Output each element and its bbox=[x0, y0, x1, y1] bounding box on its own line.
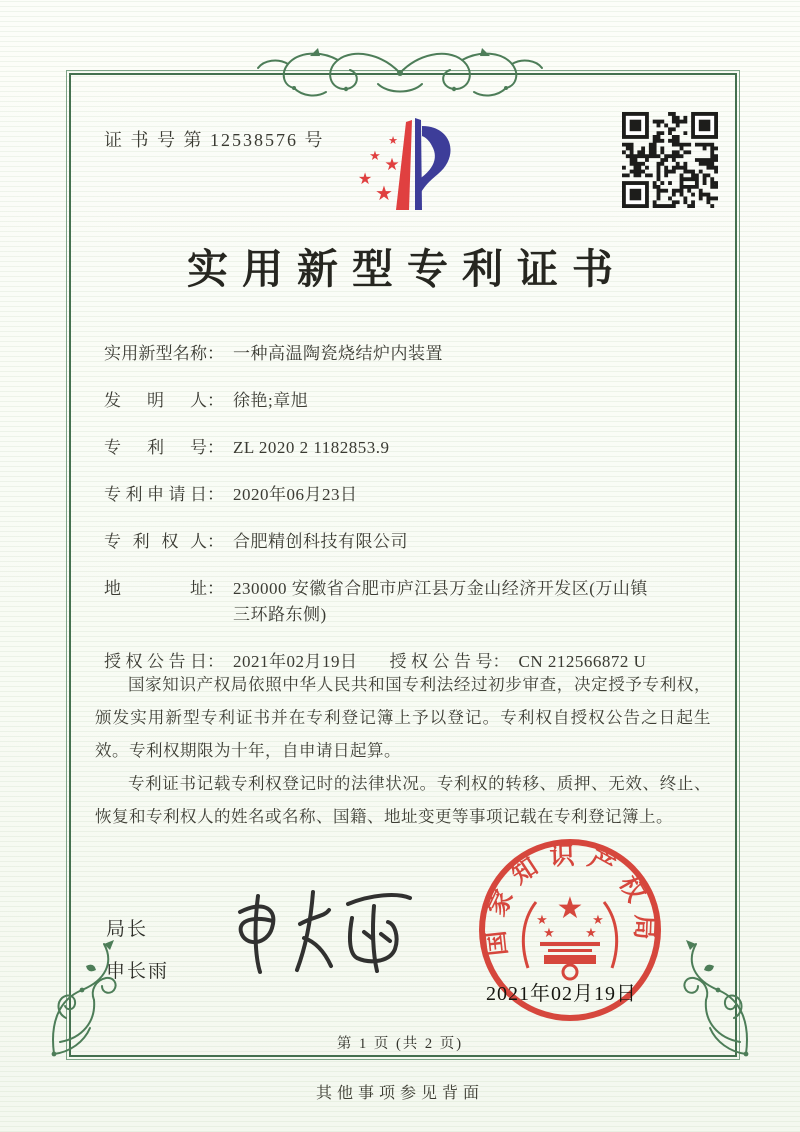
svg-text:★: ★ bbox=[388, 135, 398, 147]
back-note: 其他事项参见背面 bbox=[315, 1085, 484, 1102]
svg-text:★: ★ bbox=[369, 148, 381, 163]
certificate-title: 实用新型专利证书 bbox=[187, 246, 627, 292]
field-label: 发明人 bbox=[104, 391, 207, 410]
field-row-patent-no: 专利号 ： ZL 2020 2 1182853.9 bbox=[104, 435, 664, 461]
field-list bbox=[104, 341, 664, 696]
field-row-inventor: 发明人 ： 徐艳;章旭 bbox=[104, 388, 664, 414]
director-name: 申长雨 bbox=[106, 961, 170, 982]
field-label: 专利号 bbox=[104, 438, 207, 457]
svg-text:★: ★ bbox=[536, 912, 548, 927]
svg-text:★: ★ bbox=[543, 925, 555, 940]
page-number: 第 1 页 (共 2 页) bbox=[336, 1036, 464, 1052]
legal-paragraph-1: 国家知识产权局依照中华人民共和国专利法经过初步审查，决定授予专利权，颁发实用新型专利证书并在专利登记簿上予以登记。专利权自授权公告之日起生效。专利权期限为十年，自申请日起算。 bbox=[95, 675, 711, 760]
field-value: 2020年06月23日 bbox=[233, 485, 358, 504]
director-title: 局长 bbox=[106, 919, 149, 940]
svg-text:★: ★ bbox=[592, 912, 604, 927]
field-value: ZL 2020 2 1182853.9 bbox=[233, 438, 390, 457]
field-label: 实用新型名称 bbox=[104, 344, 207, 363]
field-value: 一种高温陶瓷烧结炉内装置 bbox=[233, 344, 443, 363]
svg-text:★: ★ bbox=[375, 183, 393, 205]
field-row-address: 地址 ： 230000 安徽省合肥市庐江县万金山经济开发区(万山镇三环路东侧) bbox=[104, 576, 664, 628]
cnipa-logo-icon bbox=[336, 104, 470, 246]
certificate-number: 证 书 号 第 12538576 号 bbox=[104, 130, 325, 150]
field-value: 230000 安徽省合肥市庐江县万金山经济开发区(万山镇三环路东侧) bbox=[233, 579, 648, 624]
seal-text: 国家知识产权局 bbox=[481, 842, 658, 958]
field-label: 专利申请日 bbox=[104, 485, 207, 504]
field-row-filing-date: 专利申请日 ： 2020年06月23日 bbox=[104, 482, 664, 508]
grant-seal-date: 2021年02月19日 bbox=[486, 983, 637, 1005]
field-row-patentee: 专利权人 ： 合肥精创科技有限公司 bbox=[104, 529, 664, 555]
field-label: 授权公告日 bbox=[104, 652, 207, 671]
field-value: 2021年02月19日 bbox=[233, 652, 358, 671]
director-block bbox=[106, 914, 169, 998]
field-label: 授权公告号 bbox=[389, 652, 493, 671]
svg-text:★: ★ bbox=[357, 171, 373, 188]
national-emblem-icon bbox=[523, 892, 616, 979]
qr-code bbox=[622, 112, 718, 208]
legal-paragraph-2: 专利证书记载专利权登记时的法律状况。专利权的转移、质押、无效、终止、恢复和专利权人的姓名或名称、国籍、地址变更等事项记载在专利登记簿上。 bbox=[95, 774, 711, 826]
field-label: 地址 bbox=[104, 579, 207, 598]
svg-text:★: ★ bbox=[585, 925, 597, 940]
field-label: 专利权人 bbox=[104, 532, 207, 551]
field-row-name: 实用新型名称 ： 一种高温陶瓷烧结炉内装置 bbox=[104, 341, 664, 367]
field-value: 合肥精创科技有限公司 bbox=[233, 532, 408, 551]
svg-text:★: ★ bbox=[384, 155, 400, 174]
field-value: CN 212566872 U bbox=[518, 652, 647, 671]
grant-number-pair: 授权公告号 ： CN 212566872 U bbox=[390, 649, 647, 675]
grant-date-pair: 授权公告日 ： 2021年02月19日 bbox=[104, 649, 358, 675]
field-value: 徐艳;章旭 bbox=[233, 391, 309, 410]
svg-text:★: ★ bbox=[556, 892, 584, 925]
director-signature-icon bbox=[218, 872, 433, 990]
legal-text bbox=[95, 668, 711, 833]
